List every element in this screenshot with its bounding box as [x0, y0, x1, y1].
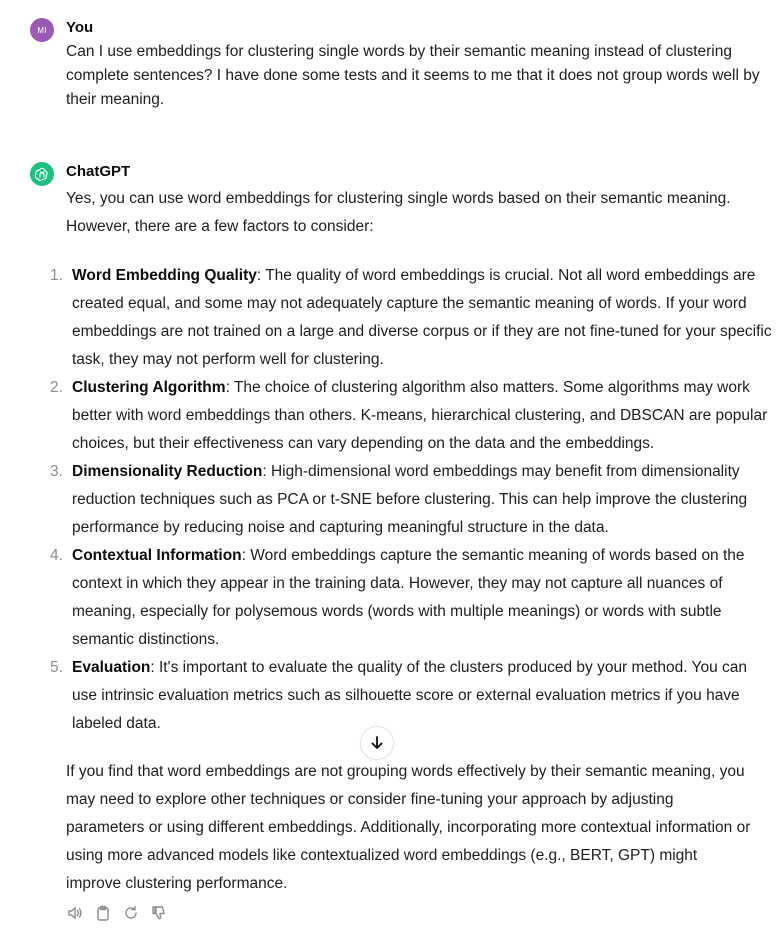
- list-item-text: : The quality of word embeddings is crucial. Not all word embeddings are created equal, and some may not adequately capture the semantic meaning of words. If your word embeddings are not trained on a large and diverse corpus or if they are not fine-tuned for your specific task, they may not perform well for clustering.: [72, 267, 772, 368]
- list-item-title: Word Embedding Quality: [72, 267, 257, 284]
- arrow-down-icon: [370, 736, 384, 750]
- list-item-text: : The choice of clustering algorithm also matters. Some algorithms may work better with word embeddings than others. K-means, hierarchical clustering, and DBSCAN are popular choices, but their effectiveness can vary depending on the data and the embeddings.: [72, 379, 768, 452]
- user-avatar-initials: MI: [37, 25, 47, 35]
- assistant-name: ChatGPT: [66, 163, 131, 180]
- list-item-title: Evaluation: [72, 659, 151, 676]
- list-item-text: : High-dimensional word embeddings may benefit from dimensionality reduction techniques such as PCA or t-SNE before clustering. This can help improve the clustering performance by reducing noise and capturing meaningful structure in the data.: [72, 463, 748, 536]
- assistant-intro: Yes, you can use word embeddings for clustering single words based on their semantic meaning. However, there are a few factors to consider:: [66, 190, 731, 235]
- openai-logo-icon: [34, 166, 50, 182]
- user-message-text: Can I use embeddings for clustering single words by their semantic meaning instead of clustering complete sentences? I have done some tests and it seems to me that it does not group words well by their meaning.: [66, 43, 760, 108]
- user-name: You: [66, 19, 94, 36]
- considerations-list: [50, 262, 772, 738]
- list-number: 1.: [50, 267, 63, 284]
- clipboard-icon[interactable]: [94, 904, 112, 922]
- list-item-text: : It's important to evaluate the quality of the clusters produced by your method. You can use intrinsic evaluation metrics such as silhouette score or external evaluation metrics if you have labeled data.: [72, 659, 748, 732]
- list-item-title: Clustering Algorithm: [72, 379, 226, 396]
- list-item: [50, 654, 772, 738]
- list-item: [50, 262, 772, 374]
- refresh-icon[interactable]: [122, 904, 140, 922]
- list-number: 4.: [50, 547, 63, 564]
- list-item: [50, 542, 772, 654]
- list-item-title: Contextual Information: [72, 547, 242, 564]
- thumbs-down-icon[interactable]: [150, 904, 168, 922]
- list-item-title: Dimensionality Reduction: [72, 463, 263, 480]
- scroll-down-button[interactable]: [360, 726, 394, 760]
- speaker-icon[interactable]: [66, 904, 84, 922]
- list-number: 2.: [50, 379, 63, 396]
- assistant-conclusion: If you find that word embeddings are not grouping words effectively by their semantic meaning, you may need to explore other techniques or consider fine-tuning your approach by adjusting parameters or using different embeddings. Additionally, incorporating more contextual information or using more advanced models like contextualized word embeddings (e.g., BERT, GPT) might improve clustering performance.: [66, 763, 751, 892]
- assistant-avatar: [30, 162, 54, 186]
- list-item: [50, 458, 772, 542]
- list-item: [50, 374, 772, 458]
- list-item-text: : Word embeddings capture the semantic meaning of words based on the context in which they appear in the training data. However, they may not capture all nuances of meaning, especially for polysemous words (words with multiple meanings) or words with subtle semantic distinctions.: [72, 547, 745, 648]
- list-number: 5.: [50, 659, 63, 676]
- list-number: 3.: [50, 463, 63, 480]
- message-actions: [66, 904, 168, 922]
- user-avatar: [30, 18, 54, 42]
